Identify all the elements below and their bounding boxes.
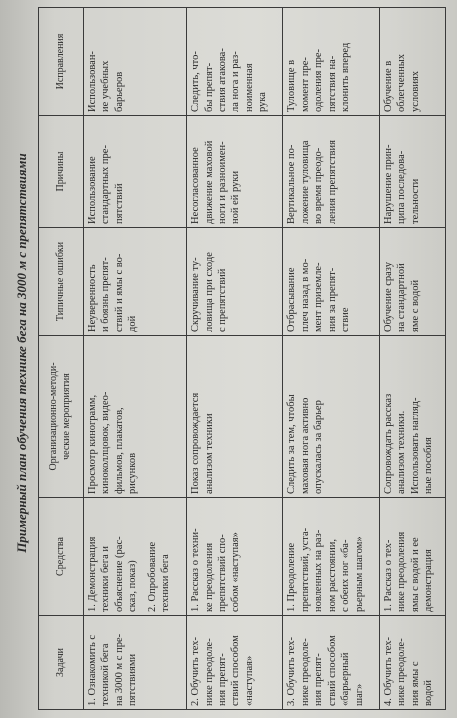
header-org: Организационно-методи- ческие мероприятия: [39, 336, 84, 498]
cell-task: 3. Обучить тех- нике преодоле- ния препят- ствий способом «барьерный шаг»: [283, 616, 379, 710]
cell-task: 4. Обучить тех- нике преодоле- ния ямы с водой: [379, 616, 445, 710]
cell-org: Следить за тем, чтобы маховая нога активно опускалась за барьер: [283, 336, 379, 498]
cell-fixes: Использован- ие учебных барьеров: [84, 8, 187, 116]
header-fixes: Исправления: [39, 8, 84, 116]
page-title: Примерный план обучения технике бега на 3000 м с препятствиями: [14, 153, 29, 553]
cell-fixes: Обучение в облегченных условиях: [379, 8, 445, 116]
training-plan-table: [38, 7, 446, 710]
cell-causes: Использование стандартных пре- пятствий: [84, 116, 187, 228]
header-means: Средства: [39, 498, 84, 616]
table-row: [379, 8, 445, 710]
means-item-2: 2. Опробование техники бега: [146, 541, 172, 612]
table-row: [187, 8, 283, 710]
header-causes: Причины: [39, 116, 84, 228]
table-row: [84, 8, 187, 710]
means-item: 1. Рассказ о техни- ке преодоления препятствий спо- собом «наступая»: [190, 528, 242, 612]
cell-errors: Неуверенность и боязнь препят- ствий и ямы с во- дой: [84, 228, 187, 336]
cell-org: Сопровождать рассказ анализом техники. Использовать нагляд- ные пособия: [379, 336, 445, 498]
cell-errors: Обучение сразу на стандартной яме с водой: [379, 228, 445, 336]
header-tasks: Задачи: [39, 616, 84, 710]
cell-org: Показ сопровождается анализом техники: [187, 336, 283, 498]
cell-errors: Отбрасывание плеч назад в мо- мент приземле- ния за препят- ствие: [283, 228, 379, 336]
cell-errors: Скручивание ту- ловища при сходе с препятствий: [187, 228, 283, 336]
table-header-row: [39, 8, 84, 710]
cell-causes: Вертикальное по- ложение туловища во время преодо- ления препятствия: [283, 116, 379, 228]
cell-means: [187, 498, 283, 616]
cell-means: [84, 498, 187, 616]
means-item: 1. Преодоление препятствий, уста- новленных на раз- ном расстоянии, с обеих ног «ба- рьерным шагом»: [286, 527, 365, 612]
table-row: [283, 8, 379, 710]
means-item: 1. Рассказ о тех- нике преодоления ямы с водой и ее демонстрация: [382, 531, 435, 612]
cell-fixes: Туловище в момент пре- одоления пре- пятствия на- клонить вперед: [283, 8, 379, 116]
cell-task: 2. Обучить тех- нике преодоле- ния препят- ствий способом «наступая»: [187, 616, 283, 710]
cell-causes: Несогласованное движение маховой ноги и разноимен- ной ей руки: [187, 116, 283, 228]
cell-org: Просмотр кинограмм, киноколлцовок, видео- фильмов, плакатов, рисунков: [84, 336, 187, 498]
means-item: 1. Демонстрация техники бега и объяснение (рас- сказ, показ): [87, 536, 139, 612]
cell-causes: Нарушение прин- ципа последова- тельности: [379, 116, 445, 228]
cell-means: [283, 498, 379, 616]
header-errors: Типичные ошибки: [39, 228, 84, 336]
cell-means: [379, 498, 445, 616]
cell-fixes: Следить, что- бы препят- ствия атакова- ла нога и раз- ноименная рука: [187, 8, 283, 116]
cell-task: 1. Ознакомить с техникой бега на 3000 м с пре- пятствиями: [84, 616, 187, 710]
